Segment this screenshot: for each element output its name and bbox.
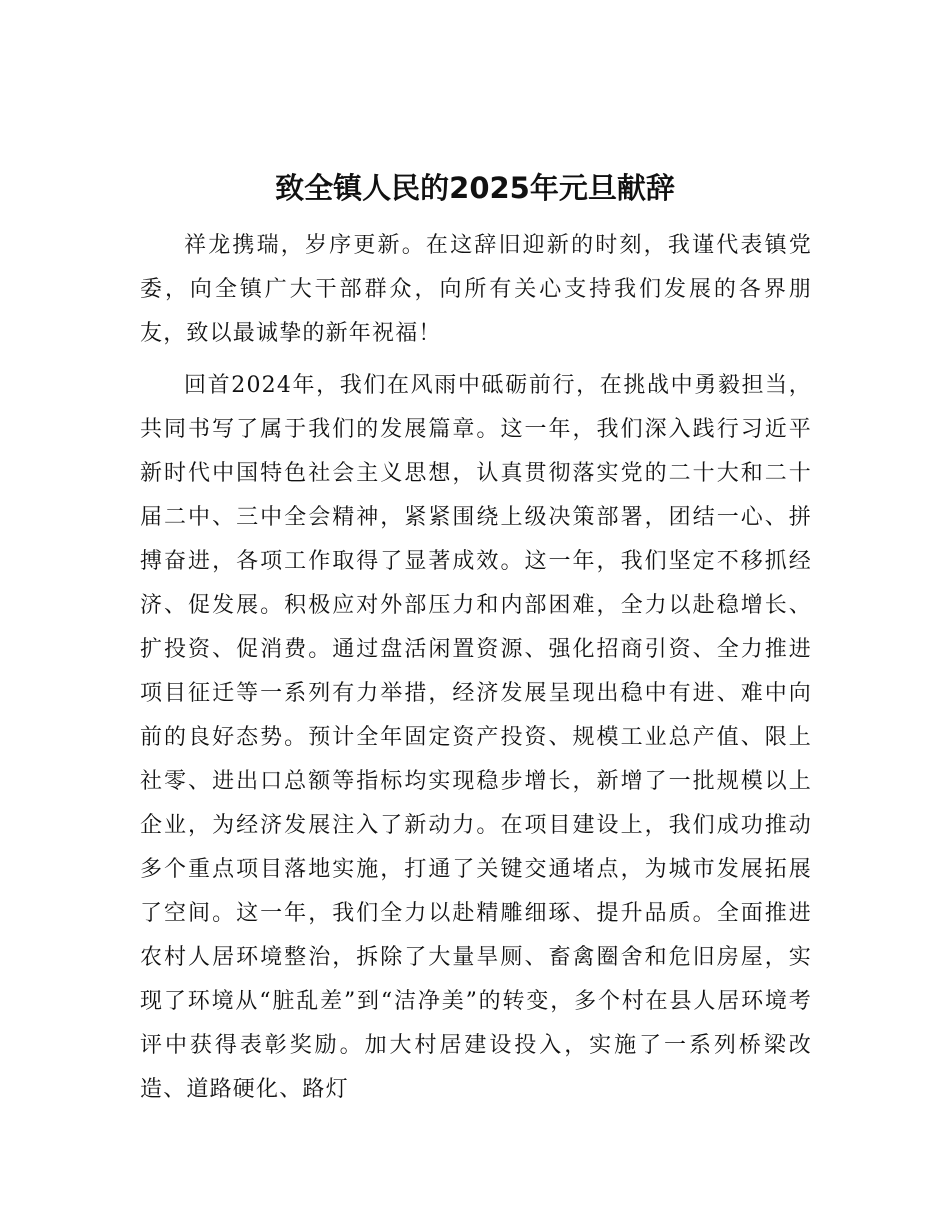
paragraph-greeting: 祥龙携瑞，岁序更新。在这辞旧迎新的时刻，我谨代表镇党委，向全镇广大干部群众，向所有关心支持我们发展的各界朋友，致以最诚挚的新年祝福！ [140, 233, 812, 346]
document-title: 致全镇人民的2025年元旦献辞 [275, 171, 675, 205]
document-body [140, 224, 812, 1120]
paragraph-review: 回首2024年，我们在风雨中砥砺前行，在挑战中勇毅担当，共同书写了属于我们的发展篇章。这一年，我们深入践行习近平新时代中国特色社会主义思想，认真贯彻落实党的二十大和二十届二中、三中全会精神，紧紧围绕上级决策部署，团结一心、拼搏奋进，各项工作取得了显著成效。这一年，我们坚定不移抓经济、促发展。积极应对外部压力和内部困难，全力以赴稳增长、扩投资、促消费。通过盘活闲置资源、强化招商引资、全力推进项目征迁等一系列有力举措，经济发展呈现出稳中有进、难中向前的良好态势。预计全年固定资产投资、规模工业总产值、限上社零、进出口总额等指标均实现稳步增长，新增了一批规模以上企业，为经济发展注入了新动力。在项目建设上，我们成功推动多个重点项目落地实施，打通了关键交通堵点，为城市发展拓展了空间。这一年，我们全力以赴精雕细琢、提升品质。全面推进农村人居环境整治，拆除了大量旱厕、畜禽圈舍和危旧房屋，实现了环境从“脏乱差”到“洁净美”的转变，多个村在县人居环境考评中获得表彰奖励。加大村居建设投入，实施了一系列桥梁改造、道路硬化、路灯 [140, 373, 812, 1102]
